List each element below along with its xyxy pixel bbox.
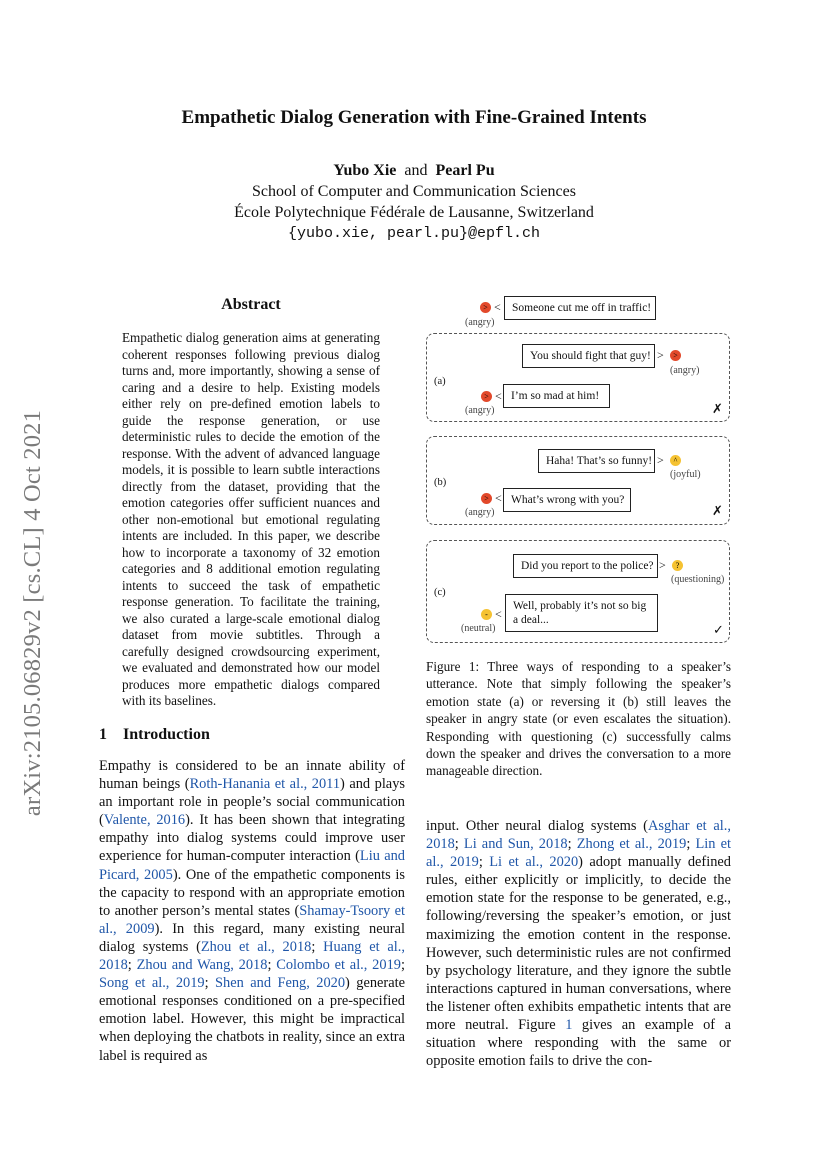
- paragraph-text: Empathy is considered to be an innate ability of human beings (: [99, 758, 405, 793]
- author-block: [0, 160, 828, 244]
- citation-link[interactable]: Shen and Feng, 2020: [215, 975, 346, 992]
- paragraph-text: ). In this regard, many existing neural dialog systems (: [99, 920, 405, 955]
- citation-link[interactable]: Colombo et al., 2019: [276, 957, 401, 974]
- author-name: Pearl Pu: [435, 162, 495, 179]
- paper-title: Empathetic Dialog Generation with Fine-Grained Intents: [181, 107, 647, 128]
- questioning-emoji-icon: ?: [672, 560, 683, 571]
- panel-a: [426, 333, 730, 422]
- citation-link[interactable]: Huang et al., 2018: [99, 938, 405, 974]
- panel-label: (c): [434, 587, 446, 598]
- citation-link[interactable]: Song et al., 2019: [99, 975, 205, 992]
- bubble-tail-icon: <: [495, 389, 502, 403]
- arxiv-stamp[interactable]: arXiv:2105.06829v2 [cs.CL] 4 Oct 2021: [19, 409, 46, 817]
- paragraph-text: ;: [454, 836, 464, 853]
- speaker-utterance-bubble: Well, probably it’s not so big a deal...: [505, 594, 658, 632]
- bubble-tail-icon: >: [659, 558, 666, 572]
- section-title: Introduction: [123, 726, 210, 743]
- author-conjunction: and: [404, 162, 428, 179]
- bubble-tail-icon: <: [494, 300, 501, 314]
- paragraph-text: gives an example of a situation where responding with the same or opposite emotion fails to drive the con-: [426, 1017, 731, 1070]
- neutral-emoji-icon: -: [481, 609, 492, 620]
- paragraph-text: ;: [478, 854, 490, 871]
- listener-reply-bubble: Did you report to the police?: [513, 554, 658, 578]
- citation-link[interactable]: Lin et al., 2019: [426, 836, 731, 871]
- cross-mark-icon: ✗: [712, 401, 723, 416]
- emotion-label: (angry): [465, 317, 495, 328]
- angry-emoji-icon: >: [480, 302, 491, 313]
- emotion-label: (angry): [465, 405, 495, 416]
- section-heading: [99, 726, 399, 744]
- paragraph-text: ;: [267, 957, 277, 974]
- paragraph-text: ;: [204, 975, 216, 992]
- panel-label: (a): [434, 376, 446, 387]
- citation-link[interactable]: Zhong et al., 2019: [576, 836, 687, 853]
- paragraph-text: ;: [567, 836, 577, 853]
- citation-link[interactable]: 1: [565, 1017, 573, 1034]
- paragraph-text: ). One of the empathetic components is the capacity to respond with an appropriate emotion to another person’s mental states (: [99, 866, 405, 919]
- bubble-tail-icon: >: [657, 348, 664, 362]
- bubble-tail-icon: >: [657, 453, 664, 467]
- author-names: [0, 160, 828, 181]
- figure-1: [426, 290, 731, 650]
- intro-paragraph-right: [426, 817, 731, 1070]
- affiliation: École Polytechnique Fédérale de Lausanne, Switzerland: [234, 204, 594, 221]
- paragraph-text: ) generate emotional responses conditioned on a pre-specified emotion label. However, this might be impractical when deploying the chatbots in reality, since an extra label is required as: [99, 975, 405, 1064]
- emotion-label: (angry): [465, 507, 495, 518]
- bubble-tail-icon: <: [495, 491, 502, 505]
- author-name: Yubo Xie: [333, 162, 397, 179]
- citation-link[interactable]: Li et al., 2020: [489, 854, 579, 871]
- paragraph-text: ;: [400, 957, 405, 974]
- citation-link[interactable]: Asghar et al., 2018: [426, 818, 731, 853]
- paragraph-text: ;: [686, 836, 696, 853]
- speaker-utterance-bubble: What’s wrong with you?: [503, 488, 631, 512]
- cross-mark-icon: ✗: [712, 503, 723, 518]
- citation-link[interactable]: Zhou et al., 2018: [200, 938, 312, 955]
- panel-b: [426, 436, 730, 525]
- paragraph-text: ;: [127, 957, 137, 974]
- panel-c: [426, 540, 730, 643]
- angry-emoji-icon: >: [481, 391, 492, 402]
- emotion-label: (angry): [670, 365, 700, 376]
- paragraph-text: ;: [311, 938, 324, 955]
- listener-reply-bubble: Haha! That’s so funny!: [538, 449, 655, 473]
- abstract-heading: Abstract: [221, 296, 281, 313]
- figure-caption: Figure 1: Three ways of responding to a speaker’s utterance. Note that simply following the speaker’s emotion state (a) or reversing it (b) still leaves the speaker in angry state (or even escalates the situation). Responding with questioning (c) successfully calms down the speaker and drives the conversation to a more manageable direction.: [426, 659, 731, 779]
- abstract-text: Empathetic dialog generation aims at generating coherent responses following previous dialog turns and, more importantly, showing a sense of caring and a desire to help. Existing models either rely on pre-defined emotion labels to guide the response generation, or use deterministic rules to decide the emotion of the response. With the advent of advanced language models, it is possible to learn subtle interactions directly from the dataset, providing that the emotion categories offer sufficient nuances and other non-emotional but emotional regulating intents are included. In this paper, we describe how to incorporate a taxonomy of 32 emotion categories and 8 additional emotion regulating intents to succeed the task of empathetic response generation. To facilitate the training, we also curated a large-scale emotional dialog dataset from movie subtitles. Through a carefully designed crowdsourcing experiment, we evaluated and demonstrated how our model produces more empathetic dialogs compared with its baselines.: [122, 330, 380, 708]
- citation-link[interactable]: Valente, 2016: [103, 812, 186, 829]
- citation-link[interactable]: Roth-Hanania et al., 2011: [189, 776, 341, 793]
- angry-emoji-icon: >: [670, 350, 681, 361]
- affiliation: School of Computer and Communication Sciences: [252, 183, 576, 200]
- panel-label: (b): [434, 477, 447, 488]
- citation-link[interactable]: Shamay-Tsoory et al., 2009: [99, 902, 405, 937]
- paragraph-text: input. Other neural dialog systems (: [426, 818, 648, 834]
- emotion-label: (questioning): [671, 574, 725, 585]
- citation-link[interactable]: Li and Sun, 2018: [463, 836, 568, 853]
- emotion-label: (neutral): [461, 623, 496, 634]
- bubble-tail-icon: <: [495, 607, 502, 621]
- check-mark-icon: ✓: [713, 622, 724, 637]
- intro-paragraph-left: [99, 757, 405, 1065]
- citation-link[interactable]: Liu and Picard, 2005: [99, 848, 405, 883]
- speaker-utterance-bubble: Someone cut me off in traffic!: [504, 296, 656, 320]
- angry-emoji-icon: >: [481, 493, 492, 504]
- paragraph-text: ). It has been shown that integrating empathy into dialog systems could improve user experience for human-computer interaction (: [99, 812, 405, 865]
- citation-link[interactable]: Zhou and Wang, 2018: [136, 957, 268, 974]
- paragraph-text: ) adopt manually defined rules, either explicitly or implicitly, to decide the emotion state for the response to be generated, e.g., following/reversing the speaker’s emotion, or just maximizing the emotion content in the response. However, such deterministic rules are not confirmed by psychology literature, and they ignore the subtle interactions captured in human conversations, where the listener often exhibits empathetic intents that are more neutral. Figure: [426, 854, 731, 1034]
- author-email[interactable]: {yubo.xie, pearl.pu}@epfl.ch: [287, 225, 541, 242]
- emotion-label: (joyful): [670, 469, 701, 480]
- section-number: 1: [99, 726, 107, 743]
- paragraph-text: ) and plays an important role in people’s social communication (: [99, 776, 405, 829]
- joyful-emoji-icon: ^: [670, 455, 681, 466]
- speaker-utterance-bubble: I’m so mad at him!: [503, 384, 610, 408]
- listener-reply-bubble: You should fight that guy!: [522, 344, 655, 368]
